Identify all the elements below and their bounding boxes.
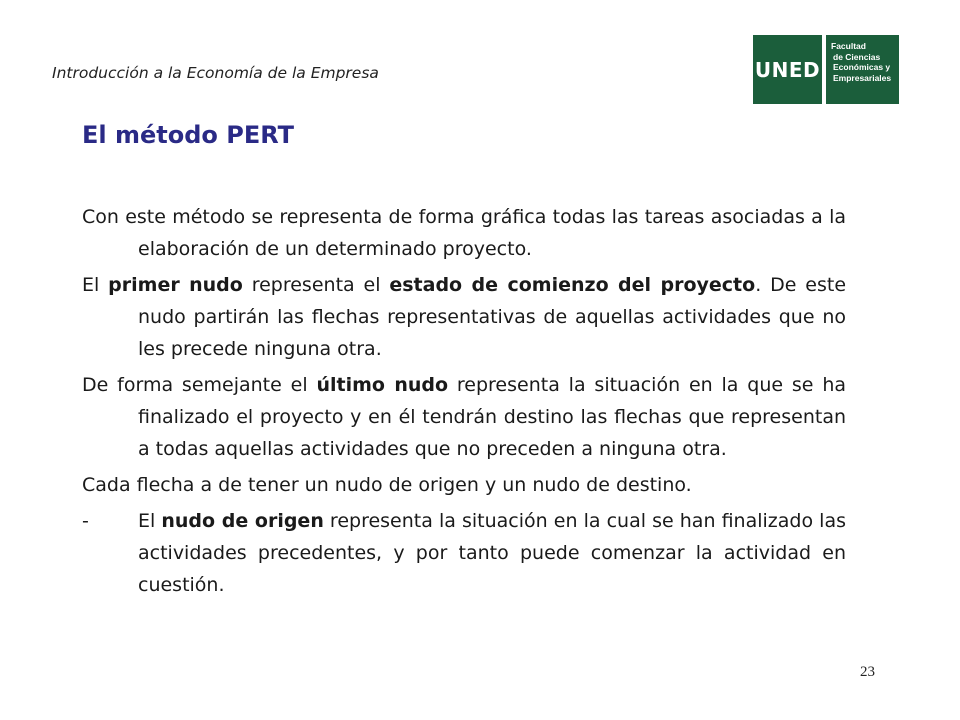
text-run: representa la situación en la que se ha finalizado el proyecto y en él tendrán destino las flechas que representan a todas aquellas actividades que no preceden a ninguna otra.: [138, 374, 847, 460]
logo-line: Empresariales: [833, 72, 892, 83]
text-run: representa la situación en la cual se han finalizado las actividades precedentes, y por tanto puede comenzar la actividad en cuestión.: [138, 510, 846, 596]
logo-faculty-block: [826, 35, 899, 104]
text-run: Cada flecha a de tener un nudo de origen y un nudo de destino.: [82, 474, 692, 496]
bullet-marker: -: [82, 510, 89, 532]
text-run: De forma semejante el: [82, 374, 317, 396]
paragraph: [82, 369, 846, 465]
text-run: El: [82, 274, 109, 296]
logo-wordmark: UNED: [754, 57, 821, 82]
text-run: Con este método se representa de forma gráfica todas las tareas asociadas a la elaboración de un determinado proyecto.: [82, 206, 846, 260]
bullet-text: [138, 505, 846, 601]
page-number: 23: [860, 664, 875, 680]
header-subtitle: Introducción a la Economía de la Empresa: [52, 64, 379, 82]
logo-line: Facultad: [831, 41, 866, 51]
page-title: El método PERT: [82, 121, 295, 149]
uned-logo: [753, 35, 899, 104]
text-run: El: [138, 510, 162, 532]
logo-wordmark-block: [753, 35, 822, 104]
text-run: representa el: [242, 274, 390, 296]
bold-text: nudo de origen: [161, 510, 324, 532]
bold-text: último nudo: [316, 374, 449, 396]
logo-line: Económicas y: [833, 62, 891, 73]
bullet-item: [82, 505, 846, 601]
paragraph: [82, 469, 846, 501]
text-run: . De este nudo partirán las flechas representativas de aquellas actividades que no les precede ninguna otra.: [138, 274, 847, 360]
paragraph: [82, 201, 846, 265]
paragraph: [82, 269, 846, 365]
slide-content: [82, 201, 846, 601]
bold-text: estado de comienzo del proyecto: [389, 274, 756, 296]
logo-line: de Ciencias: [833, 51, 881, 62]
bold-text: primer nudo: [108, 274, 243, 296]
